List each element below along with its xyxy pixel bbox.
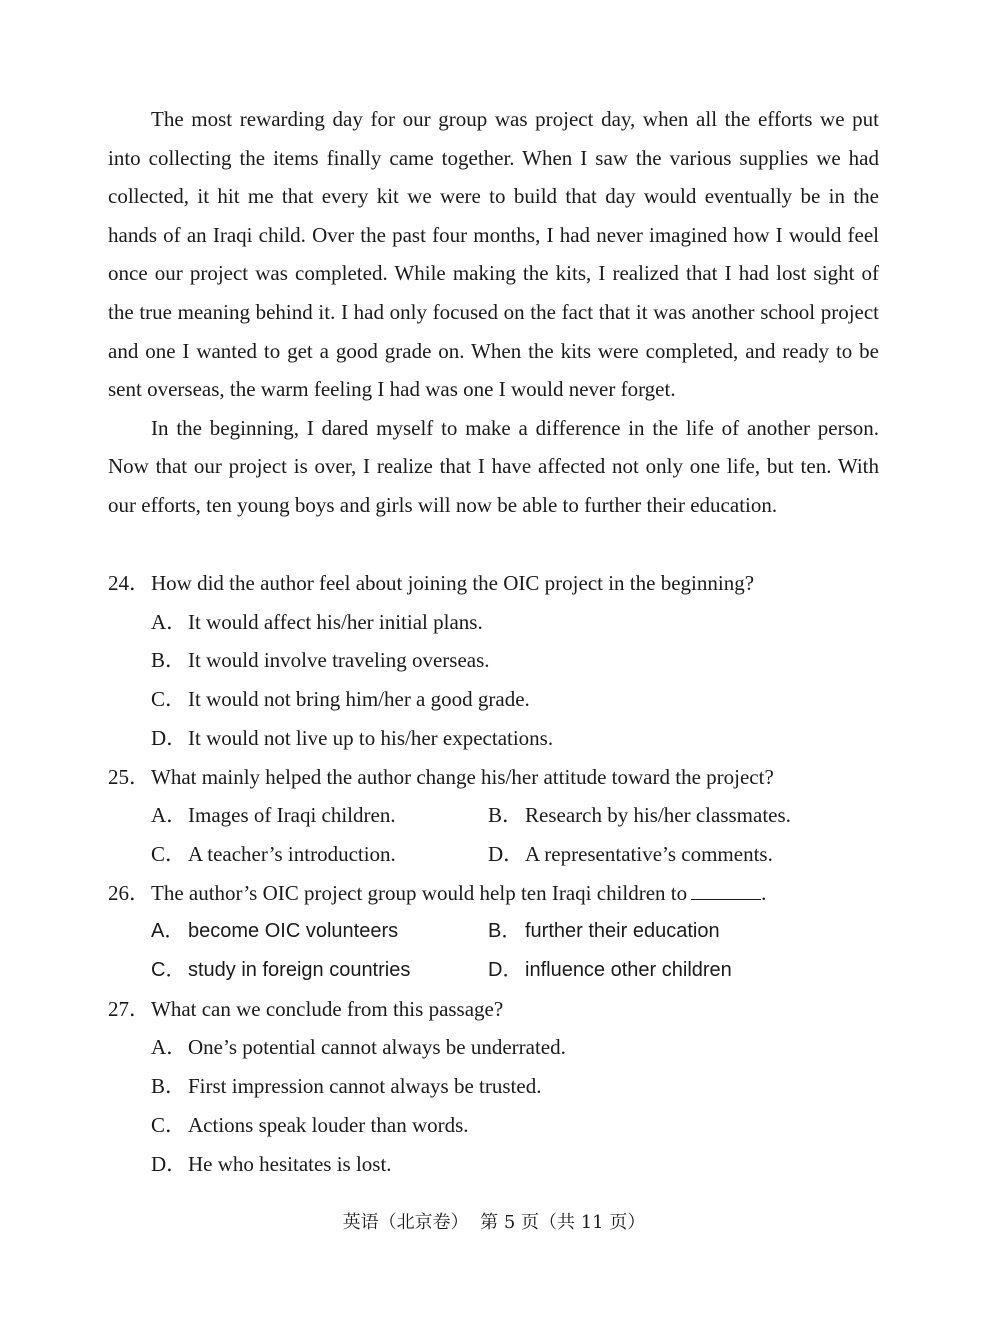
- option-text: It would involve traveling overseas.: [188, 648, 490, 673]
- question-number: 25．: [108, 764, 150, 789]
- option-row: [108, 1067, 879, 1106]
- option-d[interactable]: [151, 719, 553, 758]
- page-footer: 英语（北京卷） 第 5 页（共 11 页）: [342, 1212, 646, 1233]
- passage-paragraph: In the beginning, I dared myself to make a difference in the life of another person. Now that our project is over, I realize that I have affected not only one life, but ten. With our efforts, ten young boys and girls will now be able to further their education.: [108, 415, 879, 517]
- option-text: Actions speak louder than words.: [188, 1112, 469, 1137]
- option-letter: D．: [151, 725, 188, 750]
- question-stem-text: The author’s OIC project group would help ten Iraqi children to: [151, 880, 688, 905]
- option-row: [108, 680, 879, 719]
- option-text: become OIC volunteers: [188, 920, 399, 943]
- option-c[interactable]: [151, 835, 488, 874]
- option-letter: B．: [151, 1074, 187, 1099]
- option-letter: D．: [151, 1151, 188, 1176]
- option-row: [108, 1145, 879, 1184]
- option-letter: B．: [151, 648, 187, 673]
- option-row: [108, 719, 879, 758]
- question-27: [108, 990, 879, 1029]
- option-row: [108, 951, 879, 990]
- question-stem: [151, 874, 766, 913]
- option-c[interactable]: [151, 951, 488, 990]
- answer-blank[interactable]: [691, 877, 761, 900]
- option-letter: C．: [151, 687, 187, 712]
- option-row: [108, 603, 879, 642]
- option-text: Images of Iraqi children.: [188, 803, 396, 828]
- option-letter: C．: [151, 959, 186, 982]
- option-c[interactable]: [151, 1106, 469, 1145]
- option-letter: A．: [151, 920, 185, 943]
- option-letter: D．: [488, 841, 525, 866]
- option-text: It would not live up to his/her expectations.: [188, 725, 554, 750]
- option-a[interactable]: [151, 1028, 566, 1067]
- question-25: [108, 758, 879, 797]
- question-number: 26．: [108, 880, 150, 905]
- option-text: It would affect his/her initial plans.: [188, 609, 483, 634]
- passage-paragraph: The most rewarding day for our group was project day, when all the efforts we put into collecting the items finally came together. When I saw the various supplies we had collected, it hit me that every kit we were to build that day would eventually be in the hands of an Iraqi child. Over the past four months, I had never imagined how I would feel once our project was completed. While making the kits, I realized that I had lost sight of the true meaning behind it. I had only focused on the fact that it was another school project and one I wanted to get a good grade on. When the kits were completed, and ready to be sent overseas, the warm feeling I had was one I would never forget.: [108, 107, 879, 402]
- option-letter: C．: [151, 841, 187, 866]
- option-letter: A．: [151, 1035, 188, 1060]
- question-stem: What mainly helped the author change his/her attitude toward the project?: [151, 764, 774, 789]
- option-letter: B．: [488, 920, 522, 943]
- option-a[interactable]: [151, 912, 488, 951]
- option-text: influence other children: [525, 959, 732, 982]
- option-text: A teacher’s introduction.: [188, 841, 396, 866]
- option-d[interactable]: [151, 1145, 392, 1184]
- option-letter: B．: [488, 803, 524, 828]
- option-text: First impression cannot always be trusted.: [188, 1074, 542, 1099]
- option-c[interactable]: [151, 680, 530, 719]
- question-list: [108, 564, 879, 1183]
- question-26: [108, 874, 879, 913]
- option-letter: D．: [488, 959, 523, 982]
- question-number: 27．: [108, 996, 150, 1021]
- question-stem: How did the author feel about joining the OIC project in the beginning?: [151, 571, 755, 595]
- option-text: study in foreign countries: [188, 959, 411, 982]
- option-row: [108, 912, 879, 951]
- reading-passage: [108, 100, 879, 525]
- option-text: One’s potential cannot always be underrated.: [188, 1035, 566, 1060]
- option-text: Research by his/her classmates.: [525, 803, 791, 828]
- option-a[interactable]: [151, 603, 483, 642]
- option-text: further their education: [525, 920, 720, 943]
- option-row: [108, 796, 879, 835]
- question-number: 24．: [108, 571, 150, 595]
- option-row: [108, 835, 879, 874]
- option-b[interactable]: [488, 912, 720, 951]
- option-d[interactable]: [488, 835, 773, 874]
- option-text: A representative’s comments.: [525, 841, 773, 866]
- option-letter: C．: [151, 1112, 187, 1137]
- option-d[interactable]: [488, 951, 732, 990]
- option-text: He who hesitates is lost.: [188, 1151, 392, 1176]
- option-row: [108, 1106, 879, 1145]
- option-letter: A．: [151, 803, 188, 828]
- option-letter: A．: [151, 609, 188, 634]
- option-text: It would not bring him/her a good grade.: [188, 687, 530, 712]
- option-row: [108, 1028, 879, 1067]
- option-b[interactable]: [151, 1067, 541, 1106]
- option-b[interactable]: [488, 796, 791, 835]
- question-stem-end: .: [761, 880, 767, 905]
- option-a[interactable]: [151, 796, 488, 835]
- option-row: [108, 641, 879, 680]
- question-24: [108, 564, 879, 603]
- option-b[interactable]: [151, 641, 490, 680]
- question-stem: What can we conclude from this passage?: [151, 996, 504, 1021]
